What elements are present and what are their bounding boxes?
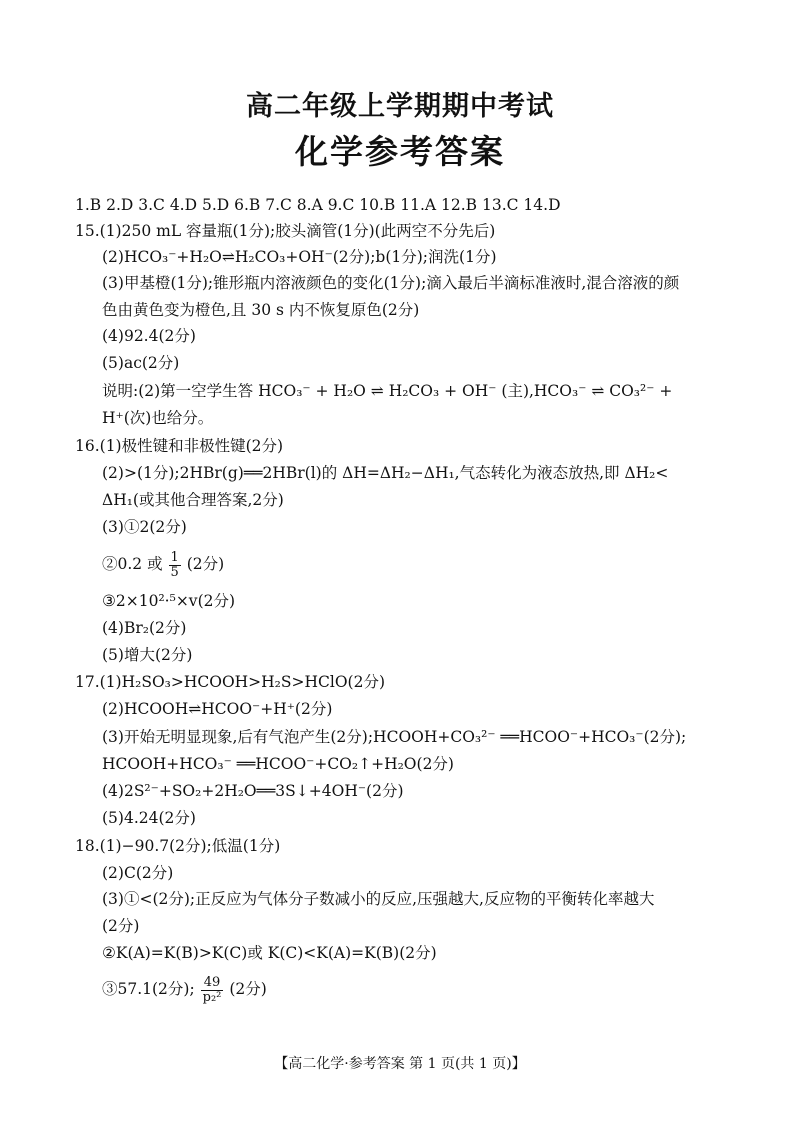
q15-line-4: 色由黄色变为橙色,且 30 s 内不恢复原色(2分): [102, 301, 420, 319]
q18-line-6-text: ③57.1(2分);: [102, 980, 195, 999]
q18-line-2: (2)C(2分): [102, 864, 174, 882]
q15-line-6: (5)ac(2分): [102, 354, 180, 372]
q16-line-1: 16.(1)极性键和非极性键(2分): [75, 437, 284, 455]
q15-note-line-2: H⁺(次)也给分。: [102, 409, 214, 427]
q18-line-1: 18.(1)−90.7(2分);低温(1分): [75, 837, 281, 855]
q16-line-2: (2)>(1分);2HBr(g)══2HBr(l)的 ΔH=ΔH₂−ΔH₁,气态转化为液态放热,即 ΔH₂<: [102, 464, 669, 482]
q15-note-line-1: 说明:(2)第一空学生答 HCO₃⁻ + H₂O ⇌ H₂CO₃ + OH⁻ (主),HCO₃⁻ ⇌ CO₃²⁻ +: [102, 382, 673, 400]
fraction: [201, 976, 224, 1004]
q17-line-3: (3)开始无明显现象,后有气泡产生(2分);HCOOH+CO₃²⁻ ══HCOO⁻+HCO₃⁻(2分);: [102, 728, 687, 746]
page-footer: 【高二化学·参考答案 第 1 页(共 1 页)】: [274, 1056, 526, 1072]
q16-line-7: (4)Br₂(2分): [102, 619, 187, 637]
q17-line-2: (2)HCOOH⇌HCOO⁻+H⁺(2分): [102, 700, 333, 718]
q18-line-5: ②K(A)=K(B)>K(C)或 K(C)<K(A)=K(B)(2分): [102, 944, 437, 962]
multiple-choice-answers: 1.B 2.D 3.C 4.D 5.D 6.B 7.C 8.A 9.C 10.B 11.A 12.B 13.C 14.D: [75, 196, 561, 214]
q17-line-1: 17.(1)H₂SO₃>HCOOH>H₂S>HClO(2分): [75, 673, 385, 691]
exam-title: 高二年级上学期期中考试: [246, 91, 554, 122]
q17-line-5: (4)2S²⁻+SO₂+2H₂O══3S↓+4OH⁻(2分): [102, 782, 404, 800]
q18-line-6-score: (2分): [229, 980, 267, 999]
answer-key-title: 化学参考答案: [295, 132, 505, 171]
q16-line-8: (5)增大(2分): [102, 646, 193, 664]
q16-line-6: ③2×10²·⁵×v(2分): [102, 592, 236, 610]
q16-line-4: (3)①2(2分): [102, 518, 187, 536]
q15-line-3: (3)甲基橙(1分);锥形瓶内溶液颜色的变化(1分);滴入最后半滴标准液时,混合溶液的颜: [102, 274, 680, 292]
q15-line-2: (2)HCO₃⁻+H₂O⇌H₂CO₃+OH⁻(2分);b(1分);润洗(1分): [102, 248, 497, 266]
fraction-numerator: 49: [201, 976, 224, 991]
q18-line-3: (3)①<(2分);正反应为气体分子数减小的反应,压强越大,反应物的平衡转化率越大: [102, 890, 655, 908]
q16-line-5-text: ②0.2 或: [102, 555, 163, 574]
q18-line-4: (2分): [102, 917, 140, 935]
q15-line-5: (4)92.4(2分): [102, 327, 196, 345]
fraction-denominator: 5: [170, 564, 179, 580]
q16-line-5-score: (2分): [186, 555, 225, 574]
q16-line-5: [102, 551, 224, 579]
q17-line-6: (5)4.24(2分): [102, 809, 196, 827]
fraction: [169, 551, 181, 579]
fraction-numerator: 1: [170, 550, 179, 565]
q17-line-4: HCOOH+HCO₃⁻ ══HCOO⁻+CO₂↑+H₂O(2分): [102, 755, 454, 773]
fraction-denominator: p₂²: [202, 989, 222, 1005]
q16-line-3: ΔH₁(或其他合理答案,2分): [102, 491, 284, 509]
q15-line-1: 15.(1)250 mL 容量瓶(1分);胶头滴管(1分)(此两空不分先后): [75, 222, 496, 240]
q18-line-6: [102, 976, 267, 1004]
